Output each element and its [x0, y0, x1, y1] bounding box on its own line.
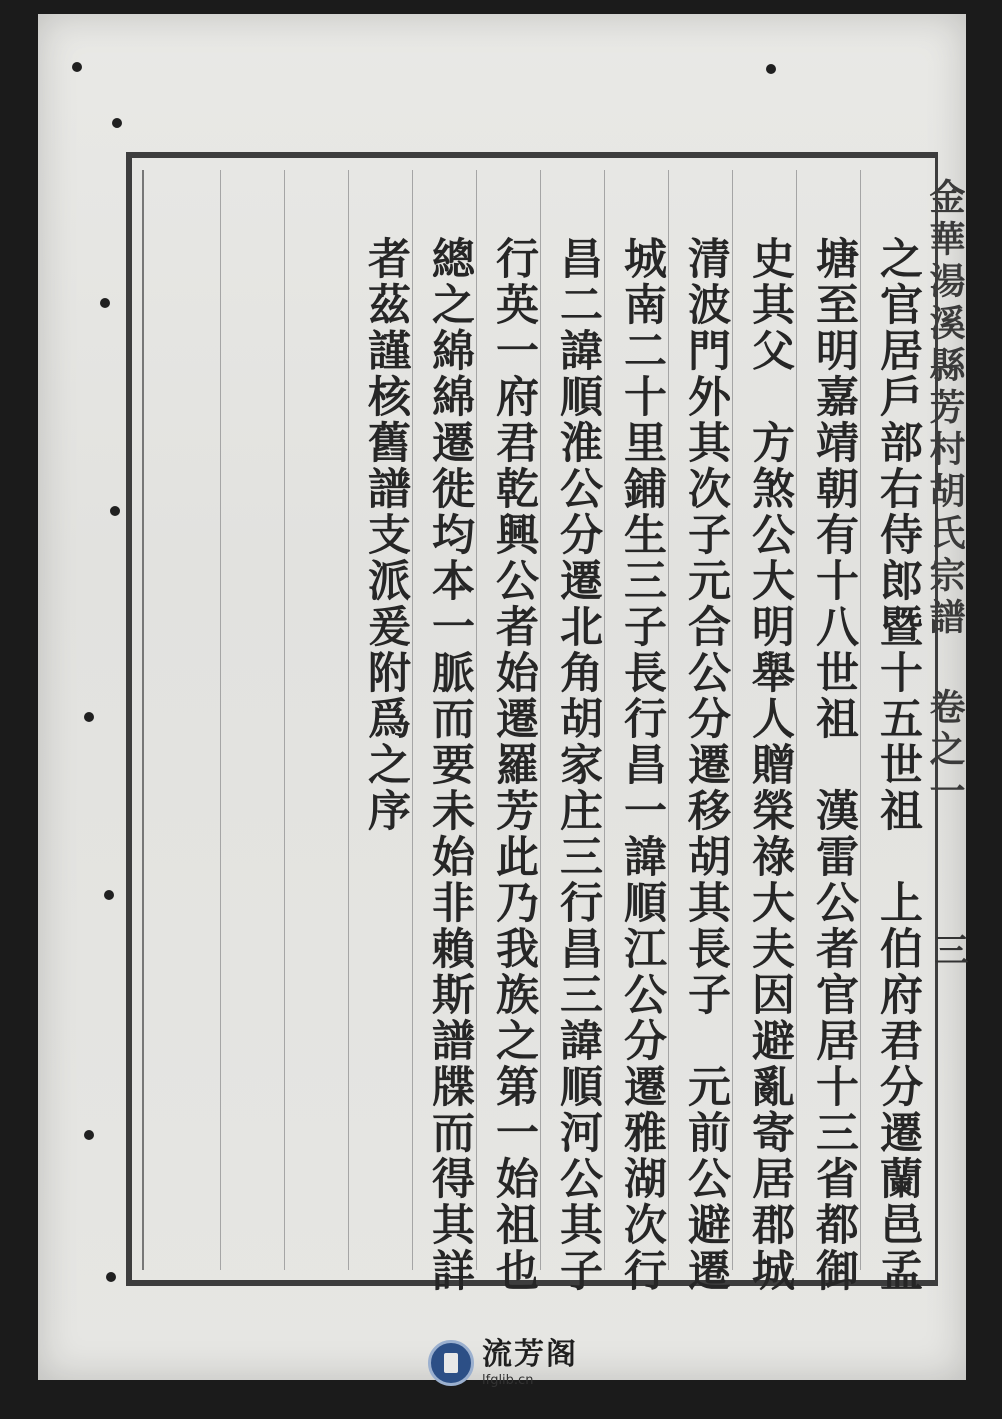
- column-rule: [796, 170, 797, 1270]
- text-column: 史其父 方煞公大明舉人贈榮祿大夫因避亂寄居郡城: [745, 236, 795, 1294]
- watermark-url: lfglib.cn: [482, 1372, 534, 1388]
- binding-hole: [110, 506, 120, 516]
- text-column: 清波門外其次子元合公分遷移胡其長子 元前公避遷: [681, 236, 731, 1294]
- binding-hole: [84, 712, 94, 722]
- binding-hole: [84, 1130, 94, 1140]
- column-rule: [476, 170, 477, 1270]
- column-rule: [604, 170, 605, 1270]
- binding-hole: [72, 62, 82, 72]
- binding-hole: [106, 1272, 116, 1282]
- column-rule: [540, 170, 541, 1270]
- binding-hole: [100, 298, 110, 308]
- text-column: 之官居戶部右侍郎暨十五世祖 上伯府君分遷蘭邑孟: [873, 236, 923, 1294]
- text-column: 總之綿綿遷徙均本一脈而要未始非賴斯譜牒而得其詳: [425, 236, 475, 1294]
- column-rule: [220, 170, 221, 1270]
- text-column: 者茲謹核舊譜支派爰附爲之序: [361, 236, 411, 834]
- watermark-logo: [428, 1338, 578, 1388]
- binding-hole: [112, 118, 122, 128]
- column-rule: [284, 170, 285, 1270]
- column-rule: [348, 170, 349, 1270]
- column-rule: [668, 170, 669, 1270]
- text-column: 塘至明嘉靖朝有十八世祖 漢雷公者官居十三省都御: [809, 236, 859, 1294]
- binding-hole: [104, 890, 114, 900]
- page-number: 三: [928, 932, 968, 966]
- column-rule: [412, 170, 413, 1270]
- book-seal-icon: [428, 1340, 474, 1386]
- binding-hole: [766, 64, 776, 74]
- page-header: 金華湯溪縣芳村胡氏宗譜 卷之一: [924, 178, 966, 814]
- column-rule: [860, 170, 861, 1270]
- column-rule: [732, 170, 733, 1270]
- text-column: 城南二十里鋪生三子長行昌一諱順江公分遷雅湖次行: [617, 236, 667, 1294]
- text-column: 行英一府君乾興公者始遷羅芳此乃我族之第一始祖也: [489, 236, 539, 1294]
- text-column: 昌二諱順淮公分遷北角胡家庄三行昌三諱順河公其子: [553, 236, 603, 1294]
- watermark-brand: 流芳阁: [482, 1336, 578, 1372]
